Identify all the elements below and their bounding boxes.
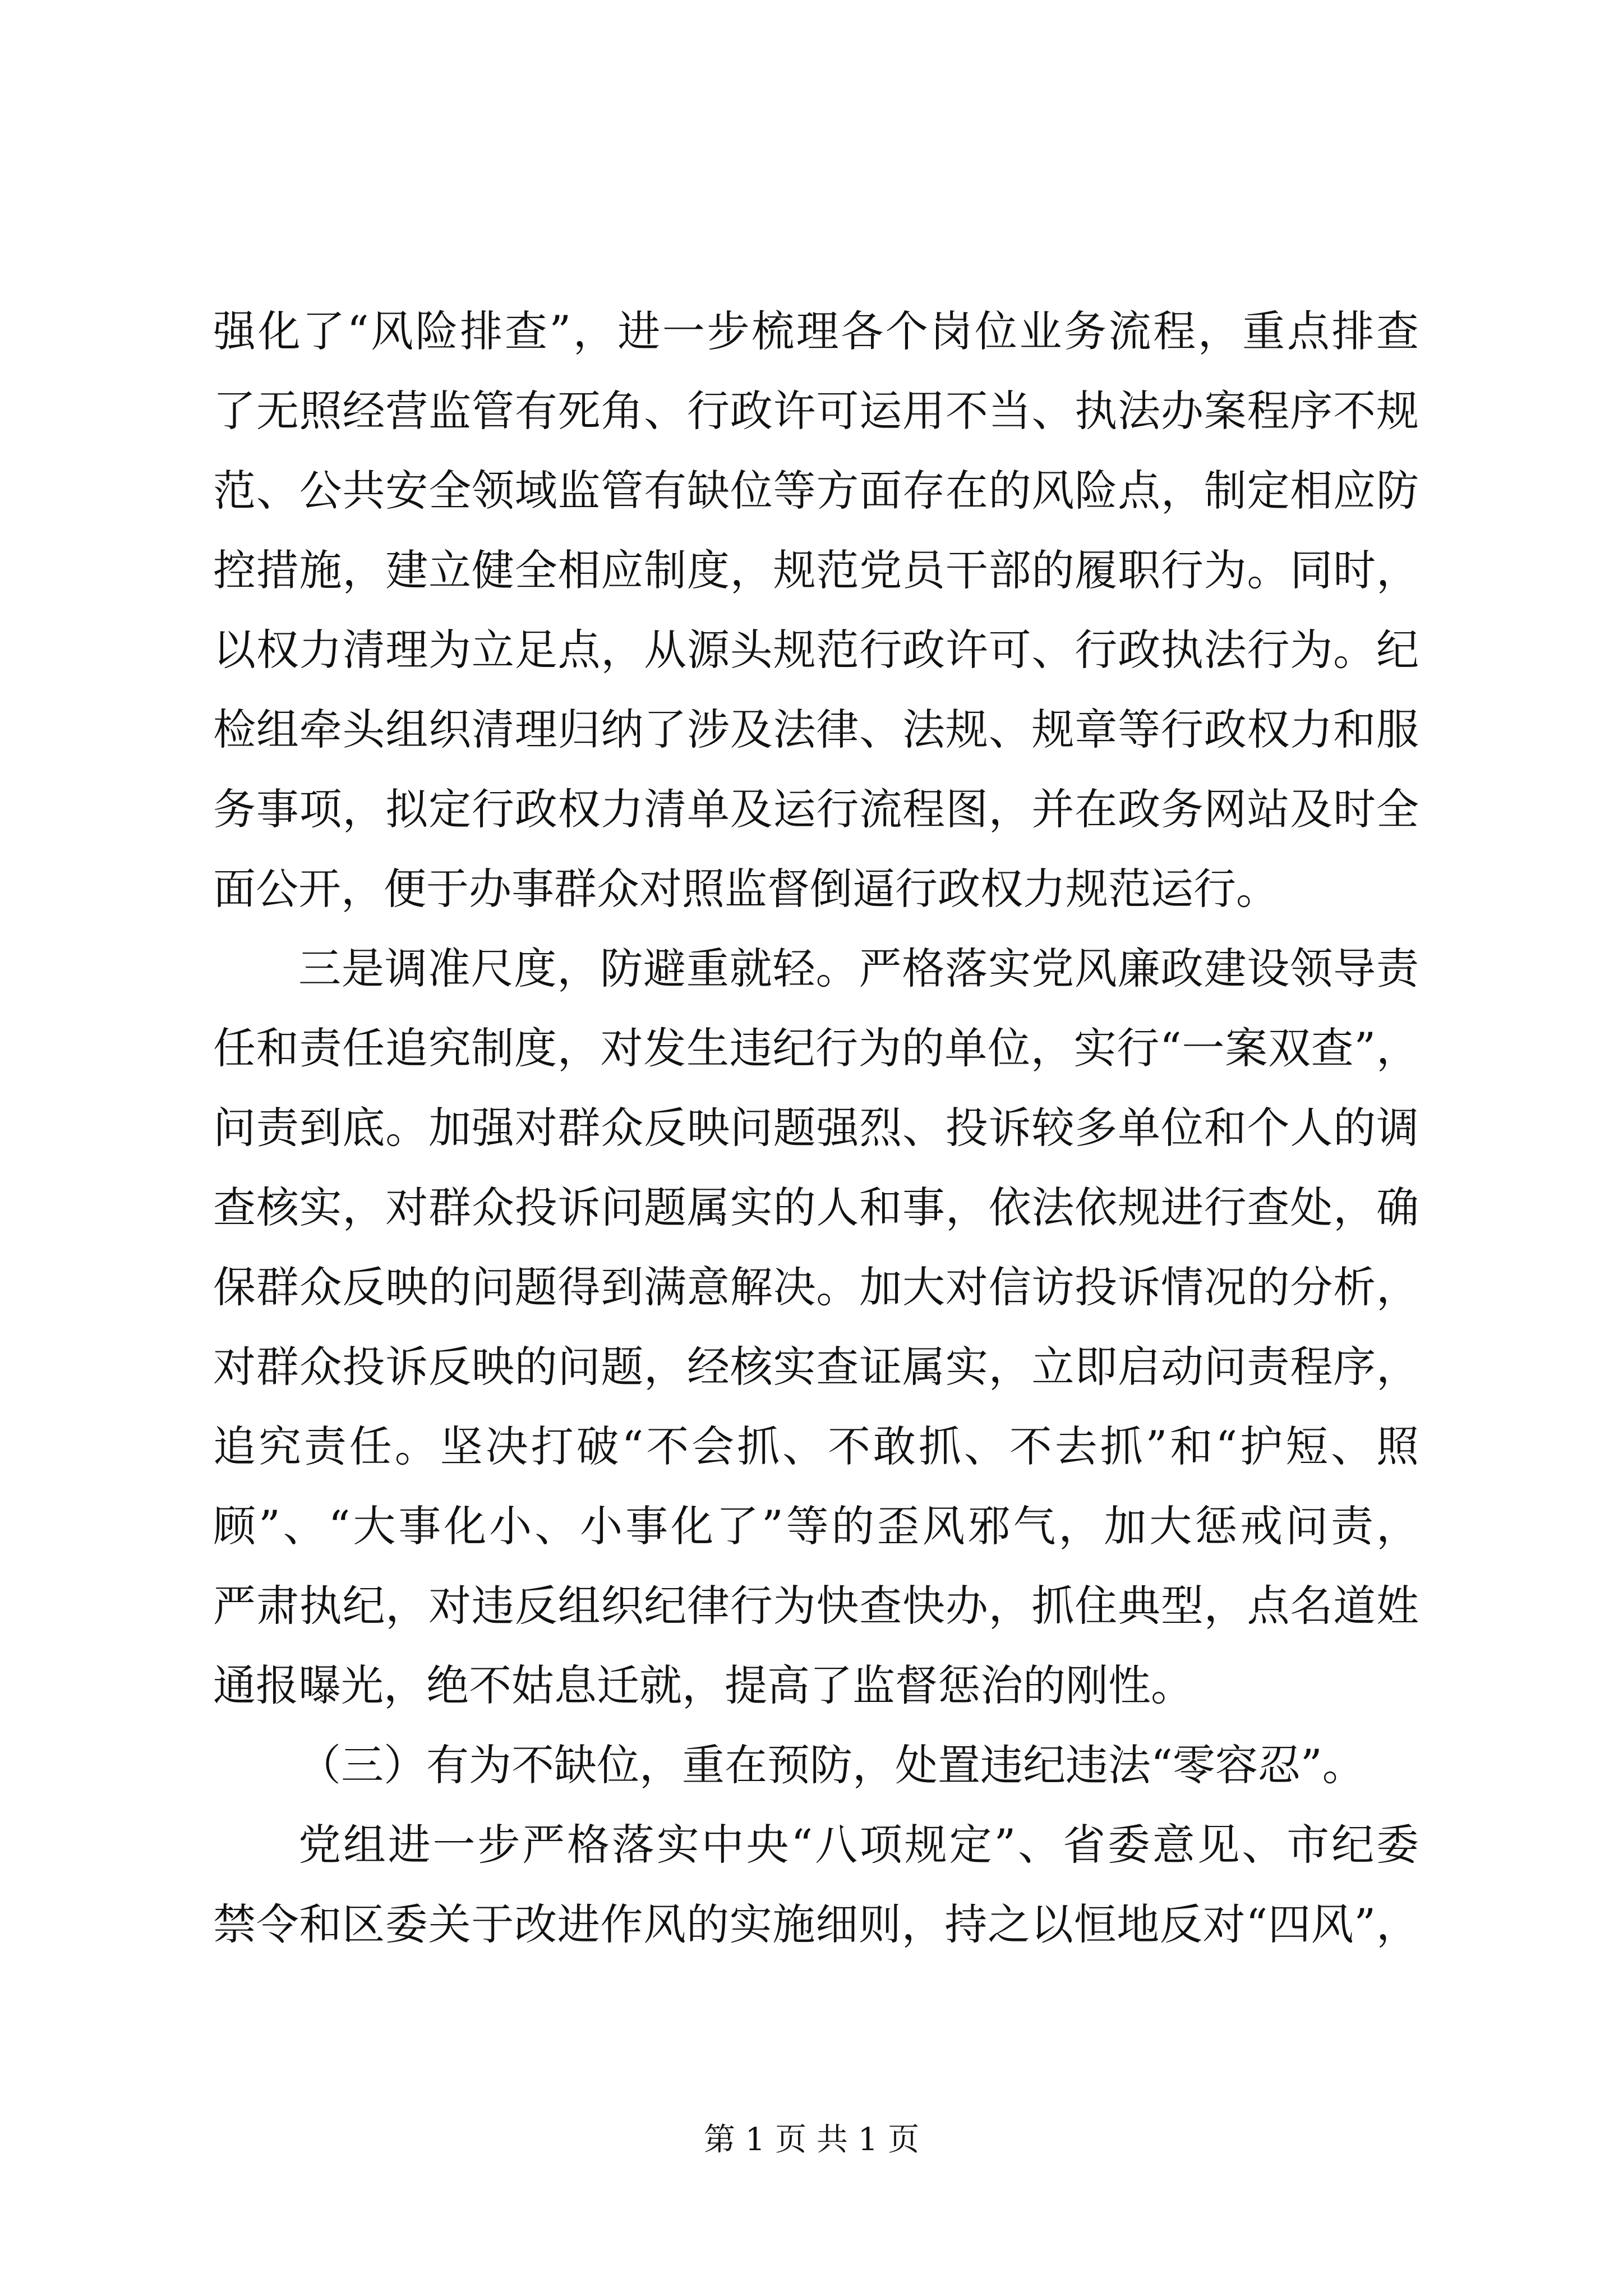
text-line: 问责到底。加强对群众反映问题强烈、投诉较多单位和个人的调 bbox=[213, 1103, 1419, 1153]
page-number-label: 第 1 页 共 1 页 bbox=[703, 2122, 920, 2158]
text-line: 务事项，拟定行政权力清单及运行流程图，并在政务网站及时全 bbox=[213, 784, 1419, 834]
text-line: 强化了“风险排查”，进一步梳理各个岗位业务流程，重点排查 bbox=[213, 306, 1419, 356]
text-line: 了无照经营监管有死角、行政许可运用不当、执法办案程序不规 bbox=[213, 386, 1419, 436]
text-line: 查核实，对群众投诉问题属实的人和事，依法依规进行查处，确 bbox=[213, 1182, 1419, 1232]
text-line: 范、公共安全领域监管有缺位等方面存在的风险点，制定相应防 bbox=[213, 466, 1419, 516]
page-footer bbox=[0, 2120, 1623, 2160]
text-line: 保群众反映的问题得到满意解决。加大对信访投诉情况的分析， bbox=[213, 1262, 1419, 1312]
text-line: 任和责任追究制度，对发生违纪行为的单位，实行“一案双查”， bbox=[213, 1023, 1419, 1073]
text-line: 控措施，建立健全相应制度，规范党员干部的履职行为。同时， bbox=[213, 545, 1419, 595]
text-line: 追究责任。坚决打破“不会抓、不敢抓、不去抓”和“护短、照 bbox=[213, 1421, 1419, 1471]
text-line: 党组进一步严格落实中央“八项规定”、省委意见、市纪委 bbox=[298, 1820, 1419, 1870]
text-line: 禁令和区委关于改进作风的实施细则，持之以恒地反对“四风”， bbox=[213, 1899, 1419, 1949]
text-line: 对群众投诉反映的问题，经核实查证属实，立即启动问责程序， bbox=[213, 1342, 1419, 1392]
text-line: 检组牵头组织清理归纳了涉及法律、法规、规章等行政权力和服 bbox=[213, 705, 1419, 754]
text-line: 三是调准尺度，防避重就轻。严格落实党风廉政建设领导责 bbox=[298, 944, 1419, 993]
text-line: 严肃执纪，对违反组织纪律行为快查快办，抓住典型，点名道姓 bbox=[213, 1581, 1419, 1631]
text-line: 顾”、“大事化小、小事化了”等的歪风邪气，加大惩戒问责， bbox=[213, 1501, 1419, 1551]
text-line: 面公开，便于办事群众对照监督倒逼行政权力规范运行。 bbox=[213, 864, 1279, 914]
text-line: 通报曝光，绝不姑息迁就，提高了监督惩治的刚性。 bbox=[213, 1660, 1193, 1710]
body-text bbox=[213, 292, 1419, 1964]
text-line: 以权力清理为立足点，从源头规范行政许可、行政执法行为。纪 bbox=[213, 625, 1419, 675]
section-heading: （三）有为不缺位，重在预防，处置违纪违法“零容忍”。 bbox=[298, 1740, 1365, 1790]
